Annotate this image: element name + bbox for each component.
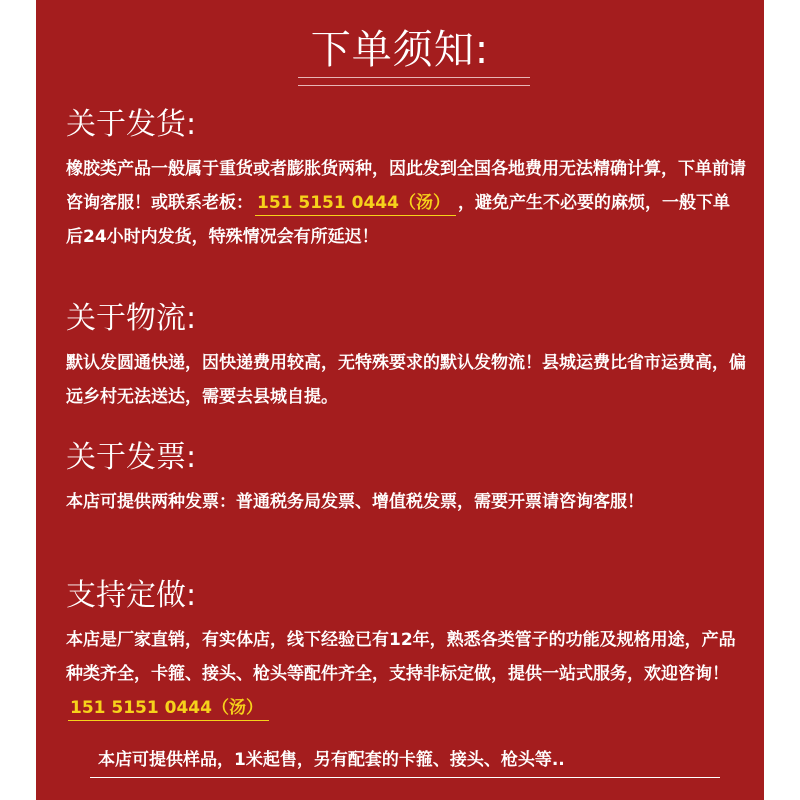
shipping-section <box>66 106 746 254</box>
shipping-heading: 关于发货: <box>66 107 197 142</box>
title-underline-top <box>298 77 530 78</box>
logistics-section <box>66 300 746 414</box>
shipping-text <box>66 152 746 254</box>
logistics-heading: 关于物流: <box>66 301 197 336</box>
custom-text <box>66 623 746 725</box>
invoice-section <box>66 439 746 519</box>
page-title: 下单须知: <box>310 27 490 73</box>
shipping-text-end: ，避免产生不必要的麻烦，一般下单后24小时内发货，特殊情况会有所延迟！ <box>66 193 730 247</box>
notice-panel <box>36 0 764 800</box>
custom-phone-number: 151 5151 0444（汤） <box>68 696 269 721</box>
custom-section <box>66 577 746 725</box>
shipping-text-start: 橡胶类产品一般属于重货或者膨胀货两种，因此发到全国各地费用无法精确计算，下单前请咨询客服！或联系老板： <box>66 159 746 213</box>
invoice-text: 本店可提供两种发票：普通税务局发票、增值税发票，需要开票请咨询客服！ <box>66 492 644 512</box>
invoice-heading: 关于发票: <box>66 440 197 475</box>
footer-note: 本店可提供样品，1米起售，另有配套的卡箍、接头、枪头等.. <box>98 750 565 770</box>
footer-underline <box>90 777 720 778</box>
custom-heading: 支持定做: <box>66 578 197 613</box>
shipping-phone-number: 151 5151 0444（汤） <box>255 191 456 216</box>
custom-text-start: 本店是厂家直销，有实体店，线下经验已有12年，熟悉各类管子的功能及规格用途，产品种类齐全，卡箍、接头、枪头等配件齐全，支持非标定做，提供一站式服务，欢迎咨询！ <box>66 630 736 684</box>
logistics-text: 默认发圆通快递，因快递费用较高，无特殊要求的默认发物流！县城运费比省市运费高，偏远乡村无法送达，需要去县城自提。 <box>66 353 746 407</box>
title-underline-bottom <box>298 85 530 86</box>
